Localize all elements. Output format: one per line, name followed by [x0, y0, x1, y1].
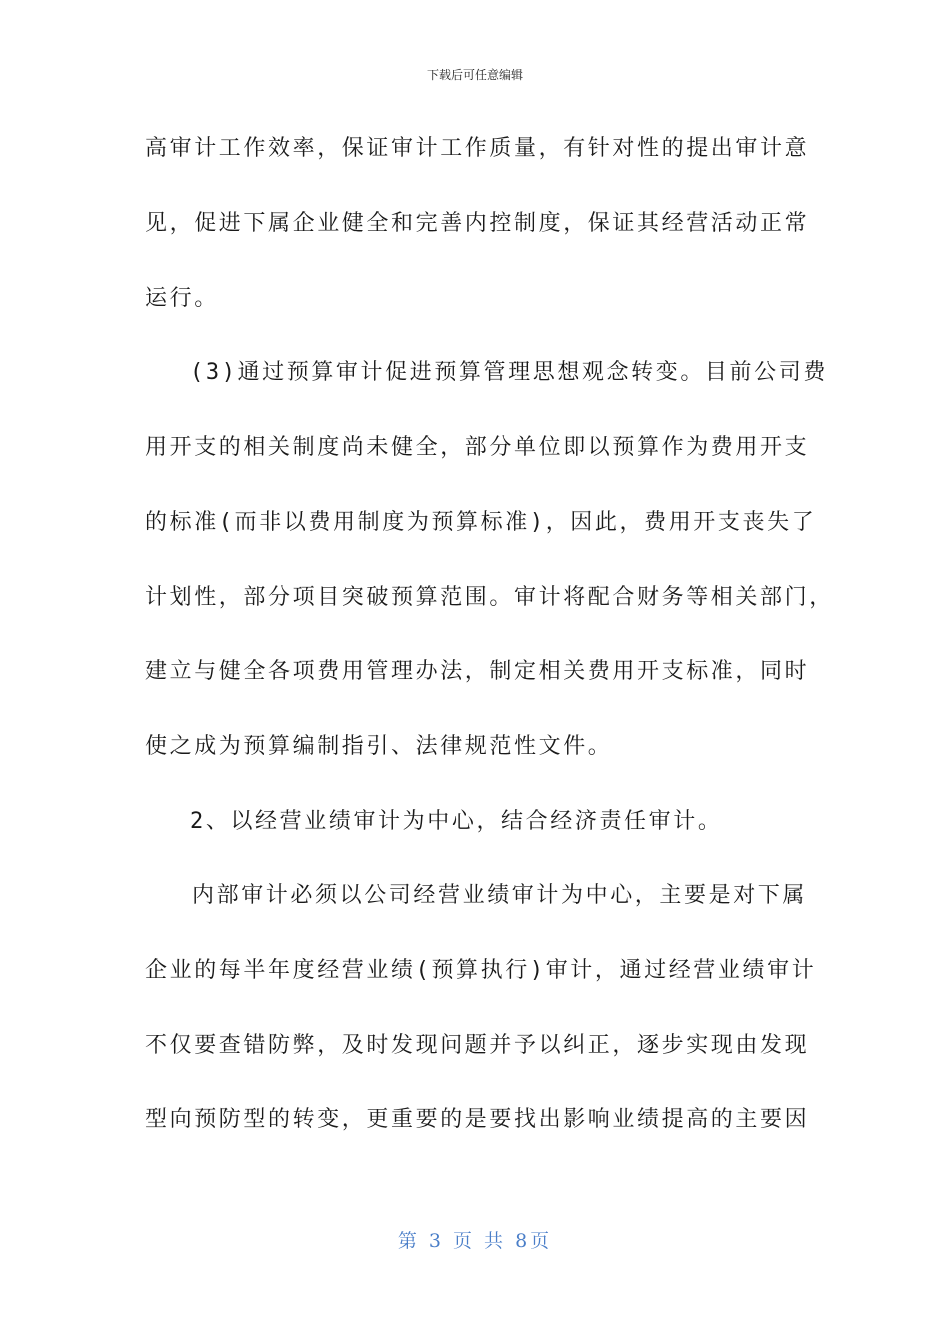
body-line: 建立与健全各项费用管理办法，制定相关费用开支标准，同时 [145, 659, 810, 684]
body-line: 使之成为预算编制指引、法律规范性文件。 [145, 734, 613, 759]
body-line: 的标准(而非以费用制度为预算标准)，因此，费用开支丧失了 [145, 510, 817, 535]
body-line: 内部审计必须以公司经营业绩审计为中心，主要是对下属 [192, 883, 808, 908]
page-header: 下载后可任意编辑 [426, 68, 523, 82]
body-line: 见，促进下属企业健全和完善内控制度，保证其经营活动正常 [145, 211, 810, 236]
body-line: 企业的每半年度经营业绩(预算执行)审计，通过经营业绩审计 [145, 958, 817, 983]
body-line: (3)通过预算审计促进预算管理思想观念转变。目前公司费 [190, 360, 828, 385]
body-line: 用开支的相关制度尚未健全，部分单位即以预算作为费用开支 [145, 435, 810, 460]
body-line: 运行。 [145, 286, 219, 311]
body-line: 计划性，部分项目突破预算范围。审计将配合财务等相关部门， [145, 585, 834, 610]
body-line: 高审计工作效率，保证审计工作质量，有针对性的提出审计意 [145, 136, 810, 161]
page-footer: 第 3 页 共 8页 [397, 1230, 553, 1252]
body-line: 2、以经营业绩审计为中心，结合经济责任审计。 [190, 809, 723, 834]
body-line: 不仅要查错防弊，及时发现问题并予以纠正，逐步实现由发现 [145, 1033, 810, 1058]
body-line: 型向预防型的转变，更重要的是要找出影响业绩提高的主要因 [145, 1107, 810, 1132]
